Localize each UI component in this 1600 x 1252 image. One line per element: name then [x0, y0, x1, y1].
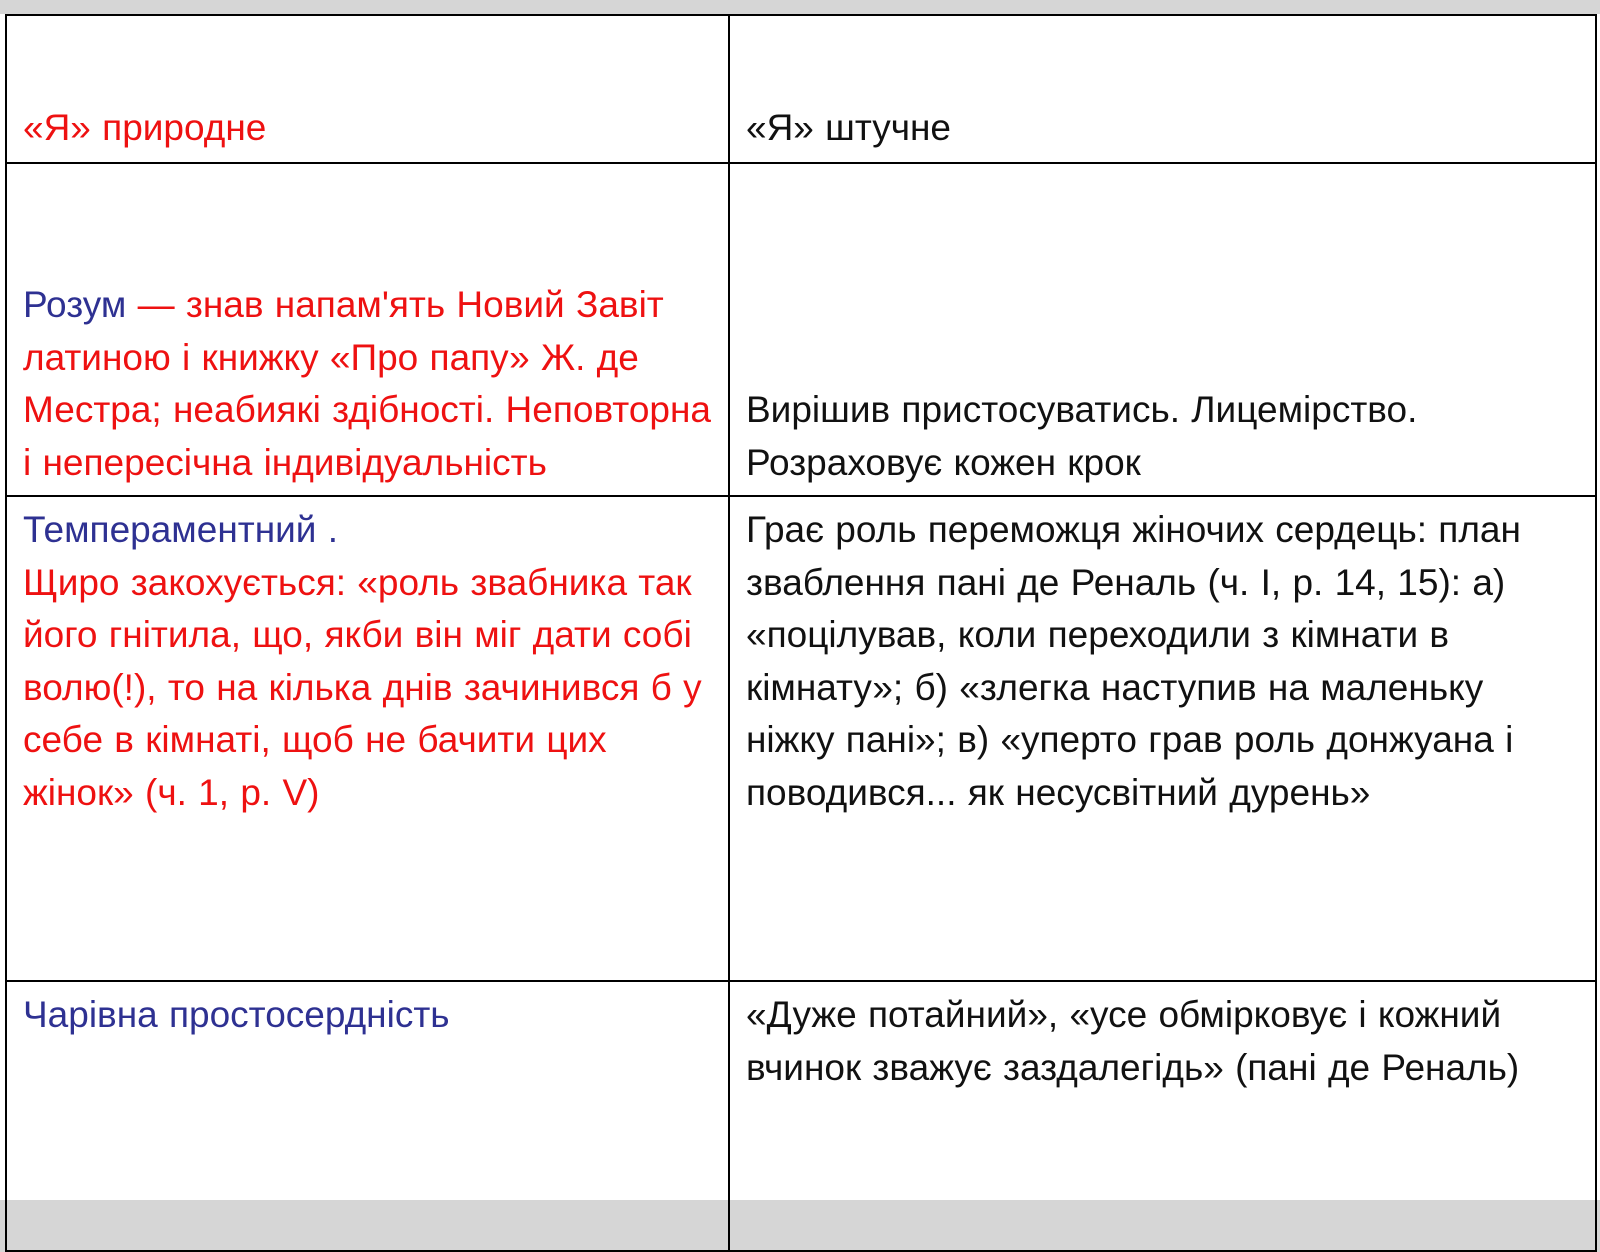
natural-self-cell [6, 496, 729, 981]
table-header-row [6, 15, 1596, 163]
table-row [6, 496, 1596, 981]
trait-description: — знав напам'ять Новий Завіт латиною і книжку «Про папу» Ж. де Местра; неабиякі здібності. Неповторна і непересічна індивідуальність [23, 284, 711, 483]
header-cell-natural-self [6, 15, 729, 163]
header-natural-self-label: «Я» природне [23, 106, 267, 148]
table-row [6, 981, 1596, 1251]
trait-description: Щиро закохується: «роль звабника так його гнітила, що, якби він міг дати собі волю(!), то на кілька днів зачинився б у себе в кімнаті, щоб не бачити цих жінок» (ч. 1, р. V) [23, 561, 702, 813]
natural-self-cell [6, 163, 729, 496]
artificial-self-cell [729, 981, 1596, 1251]
header-artificial-self-label: «Я» штучне [746, 106, 951, 148]
behavior-description: Вирішив пристосуватись. Лицемірство. Розраховує кожен крок [746, 389, 1418, 483]
slide-sheet [0, 14, 1600, 1200]
table-row [6, 163, 1596, 496]
trait-heading: Темпераментний . [23, 509, 339, 550]
behavior-description: Грає роль переможця жіночих сердець: план зваблення пані де Реналь (ч. I, р. 14, 15): а) «поцілував, коли переходили з кімнати в кімнату»; б) «злегка наступив на маленьку ніжку пані»; в) «уперто грав роль донжуана і поводився... як несусвітний дурень» [746, 509, 1521, 813]
artificial-self-cell [729, 496, 1596, 981]
trait-heading: Чарівна простосердність [23, 994, 450, 1035]
natural-self-cell [6, 981, 729, 1251]
behavior-description: «Дуже потайний», «усе обмірковує і кожний вчинок зважує заздалегідь» (пані де Реналь) [746, 994, 1520, 1088]
trait-heading: Розум [23, 284, 127, 325]
header-cell-artificial-self [729, 15, 1596, 163]
comparison-table [5, 14, 1597, 1252]
artificial-self-cell [729, 163, 1596, 496]
